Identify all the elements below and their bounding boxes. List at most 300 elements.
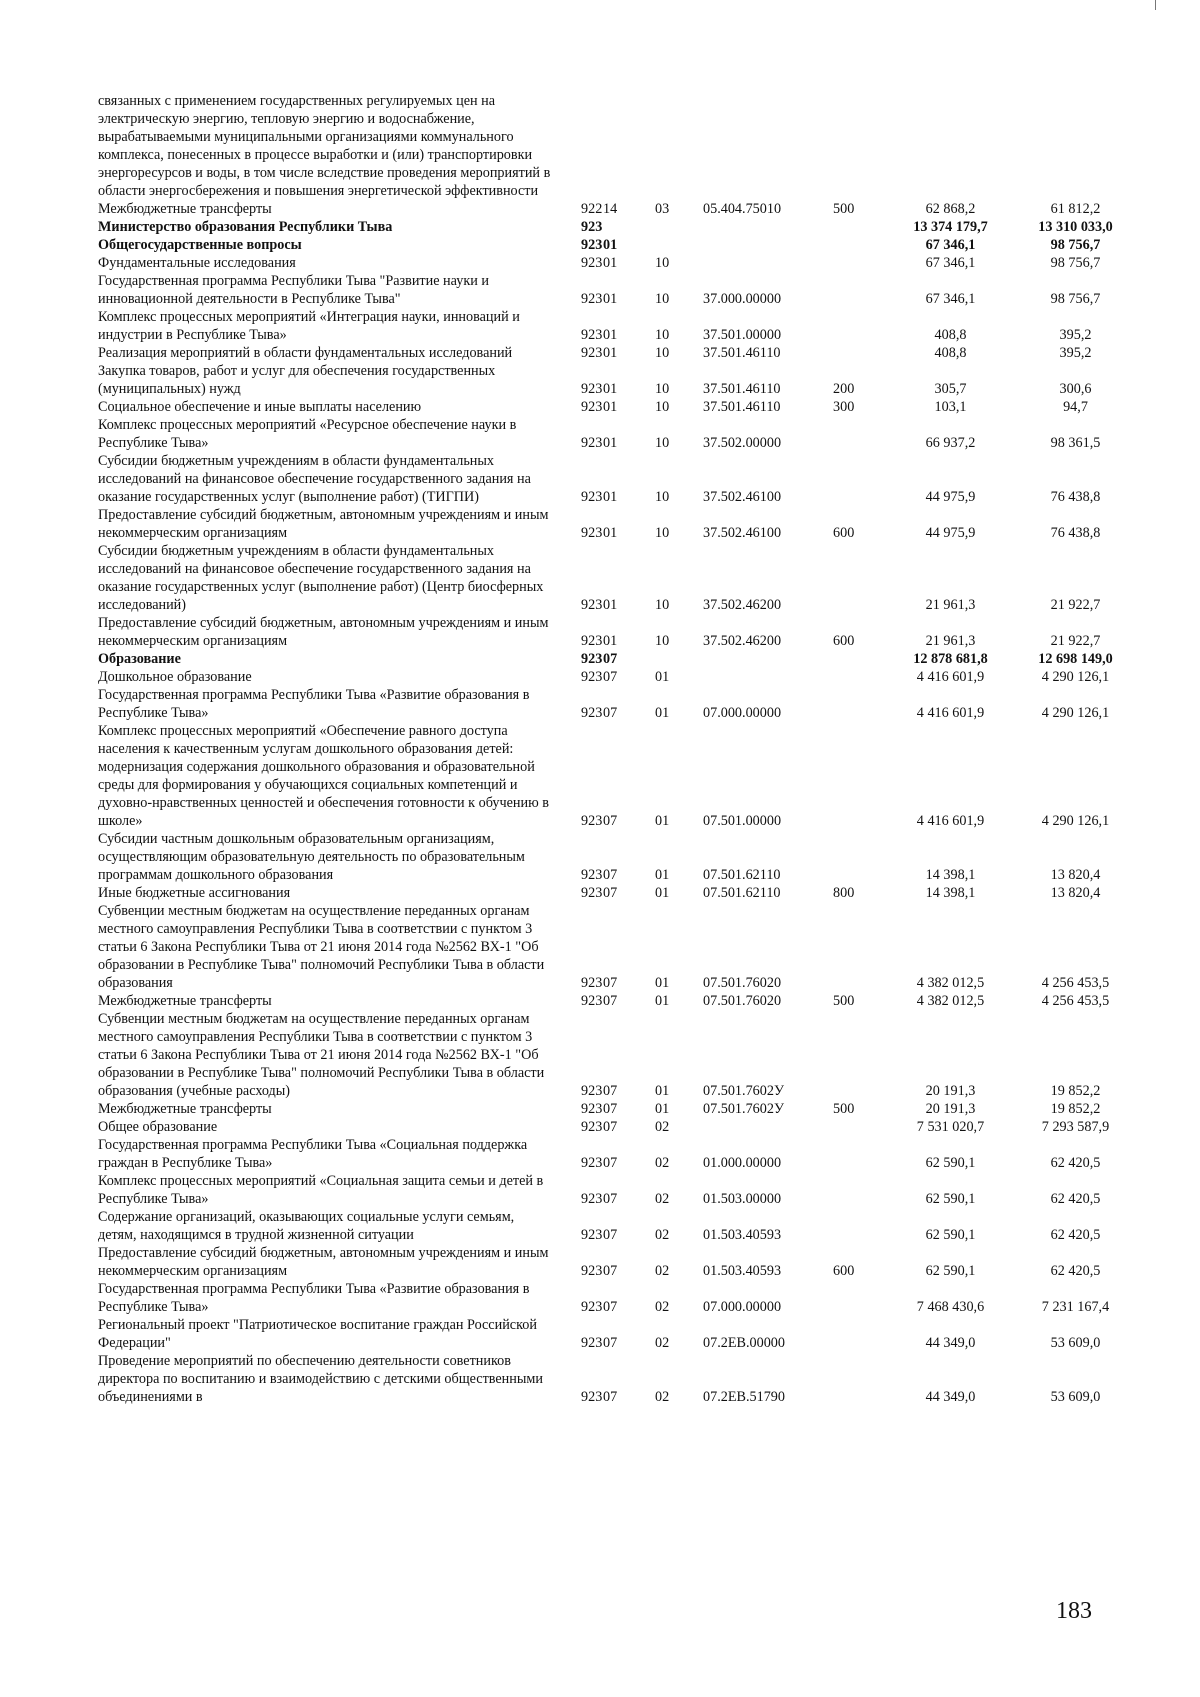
row-expense-type-code: 600 <box>833 1263 855 1279</box>
row-name: Комплекс процессных мероприятий «Интеграция науки, инноваций и индустрии в Республике Тыва» <box>98 309 520 343</box>
row-target-article-code: 07.501.7602У <box>703 1101 784 1117</box>
row-target-article-code: 37.000.00000 <box>703 291 782 307</box>
table-row <box>98 308 1138 344</box>
row-section-code: 01 <box>603 255 618 271</box>
row-department-code <box>553 92 603 200</box>
row-expense-type-code <box>833 650 888 668</box>
table-row <box>98 1100 1138 1118</box>
row-expense-type-code <box>833 1010 888 1100</box>
table-row <box>98 1280 1138 1316</box>
row-amount-year-2: 61 812,2 <box>1050 201 1101 217</box>
row-expense-type-code <box>833 1118 888 1136</box>
row-expense-type-code: 500 <box>833 201 855 217</box>
row-section-code: 07 <box>603 1263 618 1279</box>
budget-table-body <box>98 92 1138 1406</box>
row-amount-year-2: 4 256 453,5 <box>1041 993 1110 1009</box>
table-row <box>98 452 1138 506</box>
row-name: Реализация мероприятий в области фундаментальных исследований <box>98 345 513 361</box>
row-amount-year-2: 98 361,5 <box>1050 435 1101 451</box>
row-amount-year-2: 395,2 <box>1059 345 1092 361</box>
row-amount-year-2: 4 290 126,1 <box>1041 705 1110 721</box>
table-row <box>98 1010 1138 1100</box>
row-expense-type-code <box>833 416 888 452</box>
row-amount-year-1: 20 191,3 <box>925 1101 976 1117</box>
row-amount-year-2: 98 756,7 <box>1050 255 1101 271</box>
row-amount-year-2: 4 256 453,5 <box>1041 975 1110 991</box>
row-target-article-code: 01.503.40593 <box>703 1263 782 1279</box>
row-section-code: 07 <box>603 867 618 883</box>
row-section-code: 07 <box>603 1119 618 1135</box>
row-amount-year-2: 4 290 126,1 <box>1041 813 1110 829</box>
row-amount-year-2: 13 820,4 <box>1050 867 1101 883</box>
row-section-code: 07 <box>603 1389 618 1405</box>
table-row <box>98 254 1138 272</box>
row-department-code: 923 <box>581 885 603 901</box>
row-target-article-code: 07.000.00000 <box>703 1299 782 1315</box>
row-expense-type-code <box>833 218 888 236</box>
row-expense-type-code <box>833 308 888 344</box>
row-expense-type-code: 200 <box>833 381 855 397</box>
row-department-code: 923 <box>581 1101 603 1117</box>
row-subsection-code: 01 <box>655 669 670 685</box>
row-expense-type-code <box>833 1172 888 1208</box>
table-row <box>98 92 1138 200</box>
row-target-article-code: 07.501.62110 <box>703 885 781 901</box>
row-name: Дошкольное образование <box>98 669 252 685</box>
row-name: Государственная программа Республики Тыва «Социальная поддержка граждан в Республике Тыва» <box>98 1137 528 1171</box>
row-expense-type-code <box>833 668 888 686</box>
row-subsection-code: 10 <box>655 381 670 397</box>
table-row <box>98 668 1138 686</box>
row-department-code: 923 <box>581 1299 603 1315</box>
row-subsection-code: 02 <box>655 1389 670 1405</box>
row-target-article-code <box>703 650 833 668</box>
row-section-code: 01 <box>603 327 618 343</box>
row-section-code <box>603 92 655 200</box>
row-amount-year-1: 14 398,1 <box>925 867 976 883</box>
row-amount-year-2: 19 852,2 <box>1050 1101 1101 1117</box>
row-amount-year-1: 408,8 <box>934 327 967 343</box>
row-amount-year-2: 13 820,4 <box>1050 885 1101 901</box>
table-row <box>98 506 1138 542</box>
row-department-code: 923 <box>581 669 603 685</box>
row-subsection-code: 02 <box>655 1227 670 1243</box>
row-target-article-code <box>703 254 833 272</box>
row-expense-type-code: 300 <box>833 399 855 415</box>
table-row <box>98 722 1138 830</box>
row-department-code: 923 <box>581 1155 603 1171</box>
table-row <box>98 902 1138 992</box>
row-subsection-code: 10 <box>655 435 670 451</box>
row-name: Содержание организаций, оказывающих социальные услуги семьям, детям, находящимся в трудной жизненной ситуации <box>98 1209 515 1243</box>
row-target-article-code: 07.501.00000 <box>703 813 782 829</box>
row-section-code: 07 <box>603 1299 618 1315</box>
row-section-code: 07 <box>603 669 618 685</box>
row-amount-year-1: 4 416 601,9 <box>916 813 985 829</box>
row-subsection-code: 02 <box>655 1119 670 1135</box>
row-subsection-code: 02 <box>655 1191 670 1207</box>
row-name: Комплекс процессных мероприятий «Обеспечение равного доступа населения к качественным услугам дошкольного образования детей: модернизация содержания дошкольного образования и образовательной среды для формирования у обучающихся социальных компетенций и духовно-нравственных ценностей и обеспечения готовности к обучению в школе» <box>98 723 549 829</box>
row-name: Межбюджетные трансферты <box>98 1101 272 1117</box>
row-subsection-code: 10 <box>655 525 670 541</box>
row-amount-year-2: 7 231 167,4 <box>1041 1299 1110 1315</box>
row-subsection-code: 01 <box>655 885 670 901</box>
row-target-article-code: 37.502.46200 <box>703 597 782 613</box>
row-amount-year-1: 67 346,1 <box>925 255 976 271</box>
row-subsection-code <box>655 236 703 254</box>
table-row <box>98 344 1138 362</box>
row-amount-year-2: 98 756,7 <box>1050 237 1101 253</box>
row-target-article-code: 37.502.46100 <box>703 525 782 541</box>
row-amount-year-2: 4 290 126,1 <box>1041 669 1110 685</box>
row-subsection-code: 01 <box>655 975 670 991</box>
table-row <box>98 416 1138 452</box>
table-row <box>98 650 1138 668</box>
row-department-code: 923 <box>581 1227 603 1243</box>
row-section-code: 01 <box>603 291 618 307</box>
row-section-code: 07 <box>603 1191 618 1207</box>
table-row <box>98 1244 1138 1280</box>
row-section-code <box>603 218 655 236</box>
row-amount-year-1: 66 937,2 <box>925 435 976 451</box>
row-expense-type-code <box>833 1352 888 1406</box>
row-section-code: 01 <box>603 399 618 415</box>
row-department-code: 923 <box>581 1191 603 1207</box>
row-name: Предоставление субсидий бюджетным, автономным учреждениям и иным некоммерческим организациям <box>98 1245 549 1279</box>
row-department-code: 923 <box>581 1119 603 1135</box>
row-name: Межбюджетные трансферты <box>98 201 272 217</box>
row-amount-year-2: 62 420,5 <box>1050 1155 1101 1171</box>
row-target-article-code <box>703 218 833 236</box>
row-section-code: 01 <box>603 381 618 397</box>
row-amount-year-1: 44 975,9 <box>925 525 976 541</box>
row-subsection-code: 02 <box>655 1263 670 1279</box>
table-row <box>98 1172 1138 1208</box>
row-amount-year-2: 94,7 <box>1063 399 1088 415</box>
row-section-code: 01 <box>603 489 618 505</box>
row-subsection-code: 10 <box>655 597 670 613</box>
row-expense-type-code <box>833 722 888 830</box>
row-subsection-code: 10 <box>655 327 670 343</box>
row-target-article-code: 07.501.76020 <box>703 993 782 1009</box>
page-number: 183 <box>1056 1598 1092 1624</box>
row-name: Общегосударственные вопросы <box>98 237 302 253</box>
row-target-article-code <box>703 1118 833 1136</box>
row-department-code: 923 <box>581 651 603 667</box>
table-row <box>98 542 1138 614</box>
row-name: Образование <box>98 651 181 667</box>
row-amount-year-1: 62 590,1 <box>925 1227 976 1243</box>
row-amount-year-1: 44 349,0 <box>925 1389 976 1405</box>
row-department-code: 923 <box>581 705 603 721</box>
row-amount-year-1: 408,8 <box>934 345 967 361</box>
row-expense-type-code <box>833 902 888 992</box>
row-section-code: 07 <box>603 705 618 721</box>
row-section-code: 01 <box>603 597 618 613</box>
row-name: Субвенции местным бюджетам на осуществление переданных органам местного самоуправления Республики Тыва в соответствии с пунктом 3 статьи 6 Закона Республики Тыва от 21 июня 2014 года №2562 ВХ-1 "Об образовании в Республике Тыва" полномочий Республики Тыва в области образования <box>98 903 545 991</box>
row-expense-type-code <box>833 452 888 506</box>
row-expense-type-code <box>833 686 888 722</box>
row-target-article-code: 01.503.00000 <box>703 1191 782 1207</box>
row-name: Общее образование <box>98 1119 218 1135</box>
row-subsection-code <box>655 650 703 668</box>
row-expense-type-code: 800 <box>833 885 855 901</box>
row-name: Субсидии бюджетным учреждениям в области фундаментальных исследований на финансовое обеспечение государственного задания на оказание государственных услуг (выполнение работ) (ТИГПИ) <box>98 453 531 505</box>
row-expense-type-code <box>833 1208 888 1244</box>
row-amount-year-2: 19 852,2 <box>1050 1083 1101 1099</box>
row-expense-type-code <box>833 1316 888 1352</box>
row-section-code: 01 <box>603 435 618 451</box>
row-expense-type-code <box>833 92 888 200</box>
row-department-code: 923 <box>581 1335 603 1351</box>
row-subsection-code: 10 <box>655 633 670 649</box>
row-amount-year-2: 12 698 149,0 <box>1038 651 1113 667</box>
row-section-code: 07 <box>603 885 618 901</box>
row-subsection-code: 01 <box>655 1083 670 1099</box>
table-row <box>98 272 1138 308</box>
row-subsection-code: 02 <box>655 1299 670 1315</box>
row-section-code: 07 <box>603 1155 618 1171</box>
row-amount-year-2: 53 609,0 <box>1050 1389 1101 1405</box>
table-row <box>98 1208 1138 1244</box>
table-row <box>98 992 1138 1010</box>
row-amount-year-2: 62 420,5 <box>1050 1227 1101 1243</box>
row-name: Субвенции местным бюджетам на осуществление переданных органам местного самоуправления Республики Тыва в соответствии с пунктом 3 статьи 6 Закона Республики Тыва от 21 июня 2014 года №2562 ВХ-1 "Об образовании в Республике Тыва" полномочий Республики Тыва в области образования (учебные расходы) <box>98 1011 545 1099</box>
row-expense-type-code <box>833 236 888 254</box>
row-subsection-code: 10 <box>655 255 670 271</box>
row-department-code: 923 <box>581 525 603 541</box>
row-subsection-code <box>655 92 703 200</box>
row-expense-type-code <box>833 1280 888 1316</box>
row-department-code: 923 <box>581 867 603 883</box>
row-name: Министерство образования Республики Тыва <box>98 219 393 235</box>
row-target-article-code: 07.2ЕВ.00000 <box>703 1335 785 1351</box>
row-target-article-code: 01.503.40593 <box>703 1227 782 1243</box>
row-amount-year-1: 44 975,9 <box>925 489 976 505</box>
row-amount-year-1: 4 416 601,9 <box>916 705 985 721</box>
row-expense-type-code: 500 <box>833 993 855 1009</box>
row-subsection-code: 10 <box>655 291 670 307</box>
row-name: Субсидии бюджетным учреждениям в области фундаментальных исследований на финансовое обеспечение государственного задания на оказание государственных услуг (выполнение работ) (Центр биосферных исследований) <box>98 543 544 613</box>
row-section-code: 07 <box>603 813 618 829</box>
row-section-code: 07 <box>603 975 618 991</box>
row-department-code: 923 <box>581 975 603 991</box>
row-subsection-code: 01 <box>655 705 670 721</box>
row-subsection-code: 10 <box>655 345 670 361</box>
row-amount-year-1: 21 961,3 <box>925 633 976 649</box>
row-name: Комплекс процессных мероприятий «Ресурсное обеспечение науки в Республике Тыва» <box>98 417 517 451</box>
row-target-article-code: 07.000.00000 <box>703 705 782 721</box>
row-target-article-code: 37.502.00000 <box>703 435 782 451</box>
row-section-code: 14 <box>603 201 618 217</box>
row-subsection-code: 02 <box>655 1155 670 1171</box>
row-expense-type-code <box>833 272 888 308</box>
row-name: Государственная программа Республики Тыва "Развитие науки и инновационной деятельности в Республике Тыва" <box>98 273 489 307</box>
row-amount-year-2: 62 420,5 <box>1050 1191 1101 1207</box>
row-department-code: 923 <box>581 381 603 397</box>
row-amount-year-2: 62 420,5 <box>1050 1263 1101 1279</box>
row-amount-year-2 <box>1013 92 1138 200</box>
row-target-article-code: 37.501.46110 <box>703 381 781 397</box>
row-amount-year-2: 395,2 <box>1059 327 1092 343</box>
row-amount-year-1: 4 382 012,5 <box>916 993 985 1009</box>
row-department-code: 923 <box>581 633 603 649</box>
row-department-code: 922 <box>581 201 603 217</box>
row-amount-year-1: 7 468 430,6 <box>916 1299 985 1315</box>
row-name: Закупка товаров, работ и услуг для обеспечения государственных (муниципальных) нужд <box>98 363 496 397</box>
row-subsection-code: 01 <box>655 1101 670 1117</box>
row-amount-year-1: 12 878 681,8 <box>913 651 988 667</box>
row-amount-year-1: 62 590,1 <box>925 1191 976 1207</box>
row-amount-year-1 <box>888 92 1013 200</box>
row-amount-year-2: 53 609,0 <box>1050 1335 1101 1351</box>
row-expense-type-code: 600 <box>833 525 855 541</box>
row-name: Субсидии частным дошкольным образовательным организациям, осуществляющим образовательную деятельность по образовательным программам дошкольного образования <box>98 831 525 883</box>
row-subsection-code: 01 <box>655 813 670 829</box>
row-amount-year-1: 4 382 012,5 <box>916 975 985 991</box>
row-department-code: 923 <box>581 1083 603 1099</box>
row-subsection-code: 01 <box>655 867 670 883</box>
row-expense-type-code <box>833 1136 888 1172</box>
row-section-code: 07 <box>603 1101 618 1117</box>
row-section-code: 01 <box>603 525 618 541</box>
row-target-article-code: 37.502.46200 <box>703 633 782 649</box>
row-section-code: 01 <box>603 345 618 361</box>
row-subsection-code: 01 <box>655 993 670 1009</box>
row-amount-year-1: 4 416 601,9 <box>916 669 985 685</box>
row-name: связанных с применением государственных регулируемых цен на электрическую энергию, тепловую энергию и водоснабжение, вырабатываемыми муниципальными организациями коммунального комплекса, понесенных в процессе выработки и (или) транспортировки энергоресурсов и воды, в том числе вследствие проведения мероприятий в области энергосбережения и повышения энергетической эффективности <box>98 93 551 199</box>
row-target-article-code: 37.501.00000 <box>703 327 782 343</box>
row-department-code: 923 <box>581 327 603 343</box>
row-section-code: 07 <box>603 1083 618 1099</box>
scan-artifact-mark <box>1155 0 1156 10</box>
row-name: Предоставление субсидий бюджетным, автономным учреждениям и иным некоммерческим организациям <box>98 615 549 649</box>
row-section-code: 01 <box>603 237 618 253</box>
row-amount-year-2: 21 922,7 <box>1050 597 1101 613</box>
row-subsection-code: 10 <box>655 399 670 415</box>
budget-table <box>98 92 1138 1406</box>
row-amount-year-1: 21 961,3 <box>925 597 976 613</box>
row-name: Межбюджетные трансферты <box>98 993 272 1009</box>
row-target-article-code: 37.502.46100 <box>703 489 782 505</box>
row-subsection-code: 02 <box>655 1335 670 1351</box>
row-target-article-code: 01.000.00000 <box>703 1155 782 1171</box>
row-department-code: 923 <box>581 345 603 361</box>
row-amount-year-1: 305,7 <box>934 381 967 397</box>
row-target-article-code <box>703 92 833 200</box>
row-name: Комплекс процессных мероприятий «Социальная защита семьи и детей в Республике Тыва» <box>98 1173 544 1207</box>
row-department-code: 923 <box>581 489 603 505</box>
row-department-code: 923 <box>581 237 603 253</box>
row-amount-year-1: 103,1 <box>934 399 967 415</box>
table-row <box>98 1136 1138 1172</box>
row-name: Государственная программа Республики Тыва «Развитие образования в Республике Тыва» <box>98 1281 530 1315</box>
row-name: Государственная программа Республики Тыва «Развитие образования в Республике Тыва» <box>98 687 530 721</box>
row-department-code: 923 <box>581 993 603 1009</box>
row-department-code: 923 <box>581 813 603 829</box>
row-name: Предоставление субсидий бюджетным, автономным учреждениям и иным некоммерческим организациям <box>98 507 549 541</box>
row-amount-year-1: 62 590,1 <box>925 1263 976 1279</box>
row-expense-type-code <box>833 344 888 362</box>
table-row <box>98 236 1138 254</box>
row-amount-year-2: 13 310 033,0 <box>1038 219 1113 235</box>
row-name: Региональный проект "Патриотическое воспитание граждан Российской Федерации" <box>98 1317 537 1351</box>
row-amount-year-2: 76 438,8 <box>1050 489 1101 505</box>
row-department-code: 923 <box>581 219 603 235</box>
row-target-article-code: 37.501.46110 <box>703 399 781 415</box>
table-row <box>98 830 1138 884</box>
row-amount-year-2: 21 922,7 <box>1050 633 1101 649</box>
row-department-code: 923 <box>581 399 603 415</box>
row-amount-year-1: 62 868,2 <box>925 201 976 217</box>
table-row <box>98 884 1138 902</box>
row-target-article-code <box>703 668 833 686</box>
row-amount-year-1: 13 374 179,7 <box>913 219 988 235</box>
row-department-code: 923 <box>581 255 603 271</box>
row-amount-year-2: 7 293 587,9 <box>1041 1119 1110 1135</box>
table-row <box>98 362 1138 398</box>
table-row <box>98 218 1138 236</box>
row-department-code: 923 <box>581 597 603 613</box>
row-amount-year-1: 62 590,1 <box>925 1155 976 1171</box>
row-subsection-code: 03 <box>655 201 670 217</box>
table-row <box>98 1316 1138 1352</box>
row-amount-year-2: 76 438,8 <box>1050 525 1101 541</box>
table-row <box>98 200 1138 218</box>
row-target-article-code: 07.501.7602У <box>703 1083 784 1099</box>
row-target-article-code: 07.2ЕВ.51790 <box>703 1389 785 1405</box>
row-section-code: 07 <box>603 993 618 1009</box>
row-section-code: 07 <box>603 1227 618 1243</box>
row-department-code: 923 <box>581 291 603 307</box>
row-target-article-code <box>703 236 833 254</box>
row-target-article-code: 37.501.46110 <box>703 345 781 361</box>
row-amount-year-1: 20 191,3 <box>925 1083 976 1099</box>
row-expense-type-code <box>833 542 888 614</box>
row-amount-year-1: 7 531 020,7 <box>916 1119 985 1135</box>
row-department-code: 923 <box>581 1389 603 1405</box>
row-expense-type-code: 600 <box>833 633 855 649</box>
table-row <box>98 1118 1138 1136</box>
row-amount-year-1: 67 346,1 <box>925 237 976 253</box>
row-department-code: 923 <box>581 435 603 451</box>
row-section-code: 07 <box>603 1335 618 1351</box>
row-amount-year-2: 300,6 <box>1059 381 1092 397</box>
row-target-article-code: 07.501.62110 <box>703 867 781 883</box>
row-expense-type-code <box>833 830 888 884</box>
row-section-code: 07 <box>603 651 618 667</box>
row-subsection-code <box>655 218 703 236</box>
row-expense-type-code: 500 <box>833 1101 855 1117</box>
row-name: Проведение мероприятий по обеспечению деятельности советников директора по воспитанию и взаимодействию с детскими общественными объединениями в <box>98 1353 543 1405</box>
row-amount-year-1: 67 346,1 <box>925 291 976 307</box>
row-target-article-code: 05.404.75010 <box>703 201 782 217</box>
row-expense-type-code <box>833 254 888 272</box>
row-amount-year-1: 44 349,0 <box>925 1335 976 1351</box>
table-row <box>98 398 1138 416</box>
row-target-article-code: 07.501.76020 <box>703 975 782 991</box>
table-row <box>98 686 1138 722</box>
row-name: Иные бюджетные ассигнования <box>98 885 291 901</box>
table-row <box>98 614 1138 650</box>
row-amount-year-2: 98 756,7 <box>1050 291 1101 307</box>
row-department-code: 923 <box>581 1263 603 1279</box>
row-name: Социальное обеспечение и иные выплаты населению <box>98 399 422 415</box>
row-section-code: 01 <box>603 633 618 649</box>
row-amount-year-1: 14 398,1 <box>925 885 976 901</box>
row-name: Фундаментальные исследования <box>98 255 296 271</box>
row-subsection-code: 10 <box>655 489 670 505</box>
